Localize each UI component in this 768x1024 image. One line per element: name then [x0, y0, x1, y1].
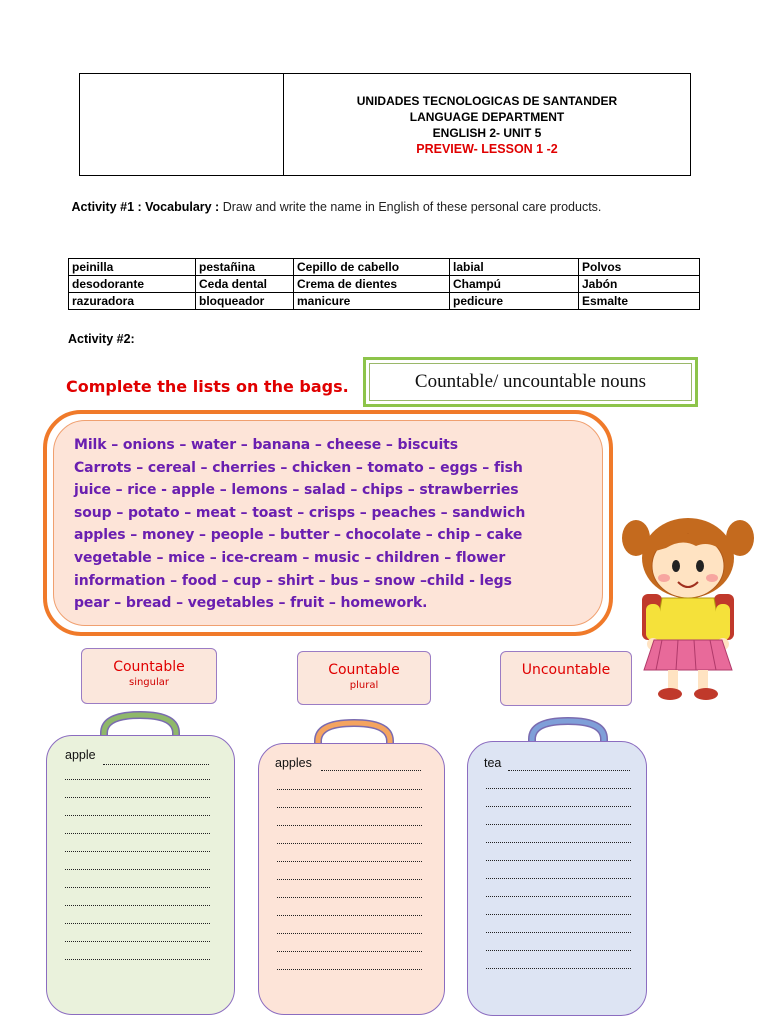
course-unit: ENGLISH 2- UNIT 5 — [432, 125, 542, 140]
answer-line — [65, 887, 210, 888]
answer-line — [277, 879, 422, 880]
answer-line — [277, 951, 422, 952]
table-cell: pedicure — [450, 293, 579, 310]
word-list-line: vegetable – mice – ice-cream – music – children – flower — [74, 549, 506, 566]
institution-name: UNIDADES TECNOLOGICAS DE SANTANDER — [356, 93, 618, 108]
answer-line — [486, 860, 631, 861]
answer-line — [65, 851, 210, 852]
activity1-label: Activity #1 : Vocabulary : — [71, 200, 220, 214]
answer-line — [486, 896, 631, 897]
bag-first-word: apples — [275, 756, 312, 770]
header-table — [79, 73, 691, 176]
table-cell: peinilla — [69, 259, 196, 276]
answer-line — [277, 843, 422, 844]
table-cell: Cepillo de cabello — [294, 259, 450, 276]
answer-line — [486, 878, 631, 879]
answer-line — [65, 815, 210, 816]
table-cell: bloqueador — [196, 293, 294, 310]
bag-countable-plural — [258, 743, 445, 1015]
answer-line — [65, 923, 210, 924]
word-list-line: pear – bread – vegetables – fruit – homework. — [74, 595, 428, 612]
girl-illustration — [622, 512, 762, 702]
table-cell: Polvos — [579, 259, 700, 276]
table-cell: Ceda dental — [196, 276, 294, 293]
answer-line — [65, 779, 210, 780]
table-cell: Jabón — [579, 276, 700, 293]
answer-line — [277, 789, 422, 790]
label-title: Countable — [328, 662, 400, 678]
table-cell: desodorante — [69, 276, 196, 293]
answer-line — [277, 825, 422, 826]
answer-line — [65, 869, 210, 870]
department-name: LANGUAGE DEPARTMENT — [409, 109, 565, 124]
answer-line — [486, 788, 631, 789]
answer-line — [277, 897, 422, 898]
table-cell: labial — [450, 259, 579, 276]
word-list-line: juice – rice - apple – lemons – salad – chips – strawberries — [74, 482, 519, 499]
word-list-line: Carrots – cereal – cherries – chicken – tomato – eggs – fish — [74, 459, 523, 476]
label-countable-plural — [297, 651, 431, 705]
answer-line — [277, 861, 422, 862]
bag-first-word: tea — [484, 756, 502, 770]
answer-line — [65, 905, 210, 906]
label-uncountable — [500, 651, 632, 706]
label-sub: singular — [128, 677, 170, 688]
table-cell: pestañina — [196, 259, 294, 276]
answer-line — [321, 770, 421, 771]
topic-title: Countable/ uncountable nouns — [369, 363, 692, 401]
lesson-title: PREVIEW- LESSON 1 -2 — [416, 141, 558, 156]
topic-box — [363, 357, 698, 407]
table-row — [69, 276, 700, 293]
word-list-line: information – food – cup – shirt – bus – snow –child - legs — [74, 572, 512, 589]
label-title: Uncountable — [521, 662, 611, 678]
table-row — [69, 259, 700, 276]
answer-line — [65, 959, 210, 960]
answer-line — [103, 764, 209, 765]
table-cell: Esmalte — [579, 293, 700, 310]
header-title-cell — [284, 74, 690, 175]
word-list-line: apples – money – people – butter – chocolate – chip – cake — [74, 527, 523, 544]
activity1-text: Draw and write the name in English of these personal care products. — [222, 200, 602, 214]
bag-countable-singular — [46, 735, 235, 1015]
answer-line — [277, 807, 422, 808]
activity1-instructions — [68, 197, 700, 217]
activity2-label: Activity #2: — [68, 332, 135, 346]
answer-line — [486, 806, 631, 807]
answer-line — [277, 933, 422, 934]
answer-line — [486, 968, 631, 969]
answer-line — [486, 824, 631, 825]
label-title: Countable — [113, 659, 185, 675]
answer-line — [486, 914, 631, 915]
answer-line — [65, 941, 210, 942]
logo-cell — [80, 74, 284, 175]
answer-line — [277, 915, 422, 916]
answer-line — [486, 842, 631, 843]
word-list-line: soup – potato – meat – toast – crisps – peaches – sandwich — [74, 504, 526, 521]
word-list-box — [43, 410, 613, 636]
answer-line — [486, 932, 631, 933]
label-sub: plural — [349, 680, 379, 691]
bag-first-word: apple — [65, 748, 96, 762]
word-list-line: Milk – onions – water – banana – cheese – biscuits — [74, 437, 458, 453]
bag-uncountable — [467, 741, 647, 1016]
answer-line — [65, 797, 210, 798]
vocabulary-table — [68, 258, 700, 310]
label-countable-singular — [81, 648, 217, 704]
table-cell: manicure — [294, 293, 450, 310]
answer-line — [486, 950, 631, 951]
table-row — [69, 293, 700, 310]
answer-line — [277, 969, 422, 970]
answer-line — [65, 833, 210, 834]
table-cell: Crema de dientes — [294, 276, 450, 293]
table-cell: razuradora — [69, 293, 196, 310]
answer-line — [508, 770, 630, 771]
instruction-heading: Complete the lists on the bags. — [66, 377, 349, 396]
word-list-inner — [53, 420, 603, 626]
table-cell: Champú — [450, 276, 579, 293]
